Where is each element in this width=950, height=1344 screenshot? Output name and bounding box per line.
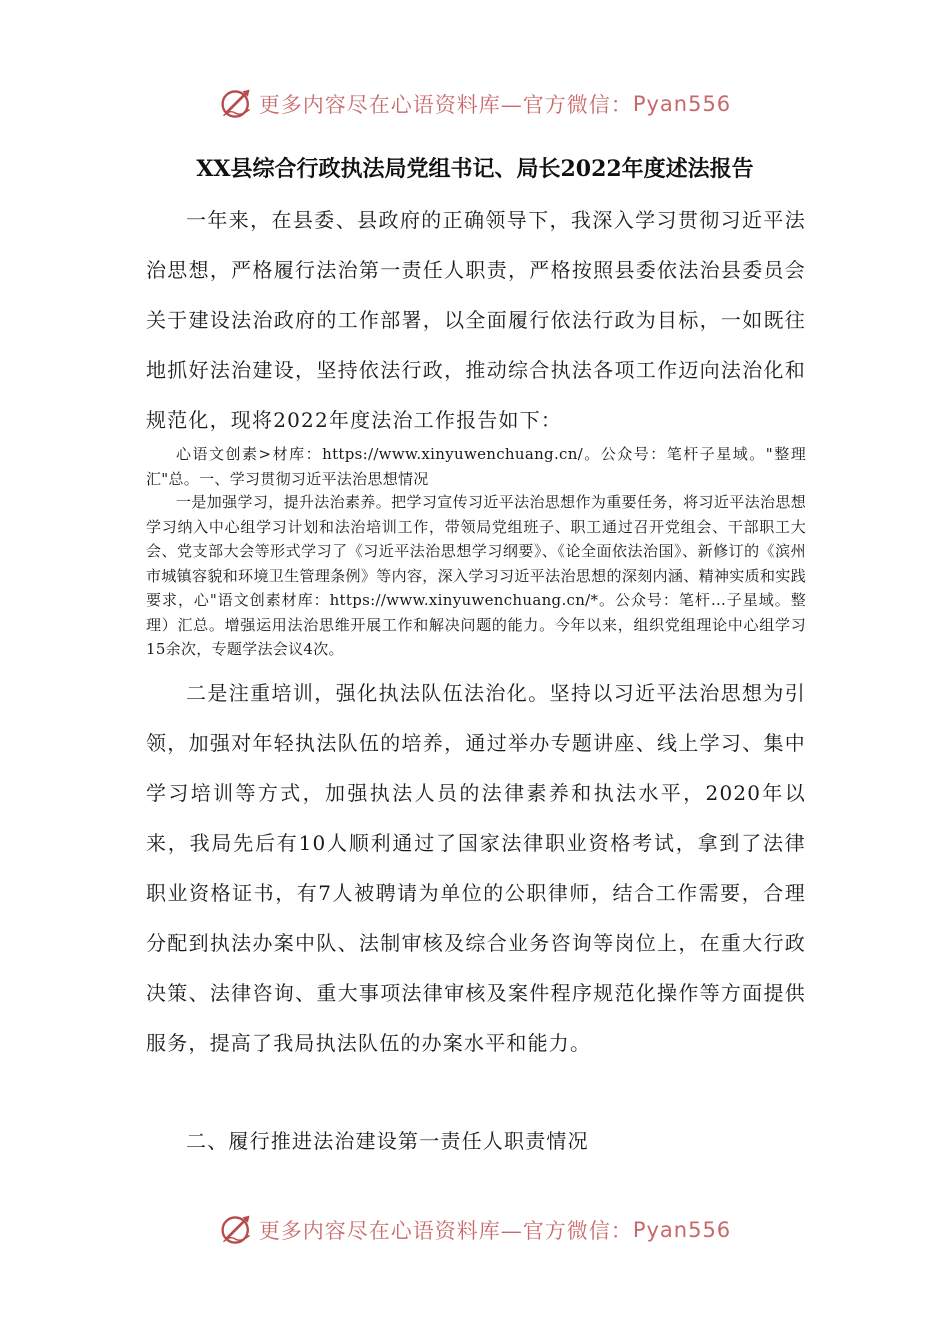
watermark-banner-top (0, 84, 950, 124)
point1-paragraph: 一是加强学习，提升法治素养。把学习宣传习近平法治思想作为重要任务，将习近平法治思想学习纳入中心组学习计划和法治培训工作，带领局党组班子、职工通过召开党组会、干部职工大会、党支部大会等形式学习了《习近平法治思想学习纲要》、《论全面依法治国》、新修订的《滨州市城镇容貌和环境卫生管理条例》等内容，深入学习习近平法治思想的深刻内涵、精神实质和实践要求，心"语文创素材库：https://www.xinyuwenchuang.cn/*。公众号：笔杆…子星域。整理）汇总。增强运用法治思维开展工作和解决问题的能力。今年以来，组织党组理论中心组学习15余次，专题学法会议4次。 (146, 493, 806, 658)
banner-text: 更多内容尽在心语资料库—官方微信： (258, 1219, 633, 1243)
document-title: XX县综合行政执法局党组书记、局长2022年度述法报告 (196, 156, 754, 182)
pen-logo-icon (219, 86, 255, 122)
watermark-banner-bottom (0, 1210, 950, 1250)
section2-heading: 二、履行推进法治建设第一责任人职责情况 (186, 1129, 589, 1153)
source-note-paragraph: 心语文创素>材库：https://www.xinyuwenchuang.cn/。公众号：笔杆子星域。"整理汇"总。一、学习贯彻习近平法治思想情况 (146, 445, 806, 488)
point2-paragraph: 二是注重培训，强化执法队伍法治化。坚持以习近平法治思想为引领，加强对年轻执法队伍的培养，通过举办专题讲座、线上学习、集中学习培训等方式，加强执法人员的法律素养和执法水平，2020年以来，我局先后有10人顺利通过了国家法律职业资格考试，拿到了法律职业资格证书，有7人被聘请为单位的公职律师，结合工作需要，合理分配到执法办案中队、法制审核及综合业务咨询等岗位上，在重大行政决策、法律咨询、重大事项法律审核及案件程序规范化操作等方面提供服务，提高了我局执法队伍的办案水平和能力。 (146, 681, 806, 1055)
banner-text: 更多内容尽在心语资料库—官方微信： (258, 93, 633, 117)
banner-wechat-id: Pyan556 (632, 1218, 732, 1242)
intro-paragraph: 一年来，在县委、县政府的正确领导下，我深入学习贯彻习近平法治思想，严格履行法治第一责任人职责，严格按照县委依法治县委员会关于建设法治政府的工作部署，以全面履行依法行政为目标，一如既往地抓好法治建设，坚持依法行政，推动综合执法各项工作迈向法治化和规范化，现将2022年度法治工作报告如下： (146, 208, 806, 432)
pen-logo-icon (219, 1212, 255, 1248)
banner-wechat-id: Pyan556 (632, 92, 732, 116)
